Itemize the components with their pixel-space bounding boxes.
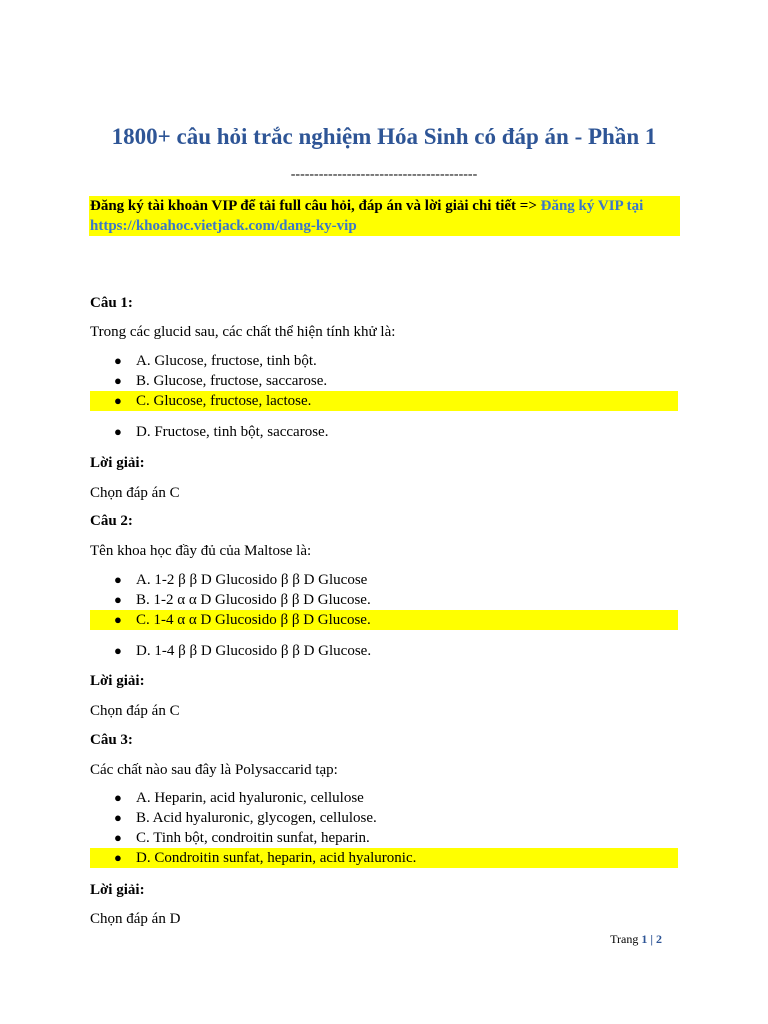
page-footer	[560, 930, 662, 948]
bullet-icon: ●	[114, 830, 122, 845]
question-1-options	[90, 351, 678, 442]
question-1-solution-label: Lời giải:	[90, 455, 145, 471]
vip-banner	[89, 196, 680, 236]
question-2-solution: Chọn đáp án C	[90, 703, 180, 719]
bullet-icon: ●	[114, 393, 122, 408]
question-3-prompt: Các chất nào sau đây là Polysaccarid tạp:	[90, 762, 338, 778]
question-3-solution: Chọn đáp án D	[90, 911, 181, 927]
bullet-icon: ●	[114, 790, 122, 805]
question-3-label: Câu 3:	[90, 732, 133, 748]
footer-separator: |	[650, 932, 653, 946]
bullet-icon: ●	[114, 353, 122, 368]
title-divider: ----------------------------------------	[290, 167, 478, 182]
question-2-label: Câu 2:	[90, 513, 133, 529]
question-2-option-d[interactable]: ● D. 1-4 β β D Glucosido β β D Glucose.	[114, 643, 372, 659]
bullet-icon: ●	[114, 810, 122, 825]
bullet-icon: ●	[114, 850, 122, 865]
question-1-solution: Chọn đáp án C	[90, 485, 180, 501]
question-2-solution-label: Lời giải:	[90, 673, 145, 689]
question-3-option-d[interactable]: ● D. Condroitin sunfat, heparin, acid hyaluronic.	[90, 848, 678, 868]
bullet-icon: ●	[114, 424, 122, 439]
vip-banner-text: Đăng ký tài khoản VIP để tải full câu hỏi, đáp án và lời giải chi tiết =>	[90, 198, 541, 214]
question-1-label: Câu 1:	[90, 295, 133, 311]
footer-total-pages: 2	[656, 932, 662, 946]
bullet-icon: ●	[114, 572, 122, 587]
question-1-option-b[interactable]: ● B. Glucose, fructose, saccarose.	[114, 373, 328, 389]
question-2-option-a[interactable]: ● A. 1-2 β β D Glucosido β β D Glucose	[114, 572, 368, 588]
question-2-prompt: Tên khoa học đầy đủ của Maltose là:	[90, 543, 312, 559]
footer-current-page: 1	[641, 932, 648, 946]
question-3-solution-label: Lời giải:	[90, 882, 145, 898]
footer-page-word: Trang	[610, 932, 639, 946]
document-title: 1800+ câu hỏi trắc nghiệm Hóa Sinh có đáp án - Phần 1	[111, 124, 657, 149]
question-2-options	[90, 570, 678, 661]
question-3-option-b[interactable]: ● B. Acid hyaluronic, glycogen, cellulose.	[114, 810, 377, 826]
vip-link-url[interactable]: https://khoahoc.vietjack.com/dang-ky-vip	[90, 218, 357, 234]
question-3-option-c[interactable]: ● C. Tinh bột, condroitin sunfat, heparin.	[114, 830, 370, 846]
bullet-icon: ●	[114, 612, 122, 627]
question-1-option-a[interactable]: ● A. Glucose, fructose, tinh bột.	[114, 353, 317, 369]
question-3-option-a[interactable]: ● A. Heparin, acid hyaluronic, cellulose	[114, 790, 364, 806]
question-3-options	[90, 788, 678, 868]
bullet-icon: ●	[114, 592, 122, 607]
question-2-option-b[interactable]: ● B. 1-2 α α D Glucosido β β D Glucose.	[114, 592, 371, 608]
vip-link-label[interactable]: Đăng ký VIP tại	[540, 198, 644, 214]
bullet-icon: ●	[114, 373, 122, 388]
question-1-option-d[interactable]: ● D. Fructose, tinh bột, saccarose.	[114, 424, 329, 440]
question-1-prompt: Trong các glucid sau, các chất thể hiện tính khử là:	[90, 324, 396, 340]
bullet-icon: ●	[114, 643, 122, 658]
question-2-option-c[interactable]: ● C. 1-4 α α D Glucosido β β D Glucose.	[90, 610, 678, 630]
question-1-option-c[interactable]: ● C. Glucose, fructose, lactose.	[90, 391, 678, 411]
